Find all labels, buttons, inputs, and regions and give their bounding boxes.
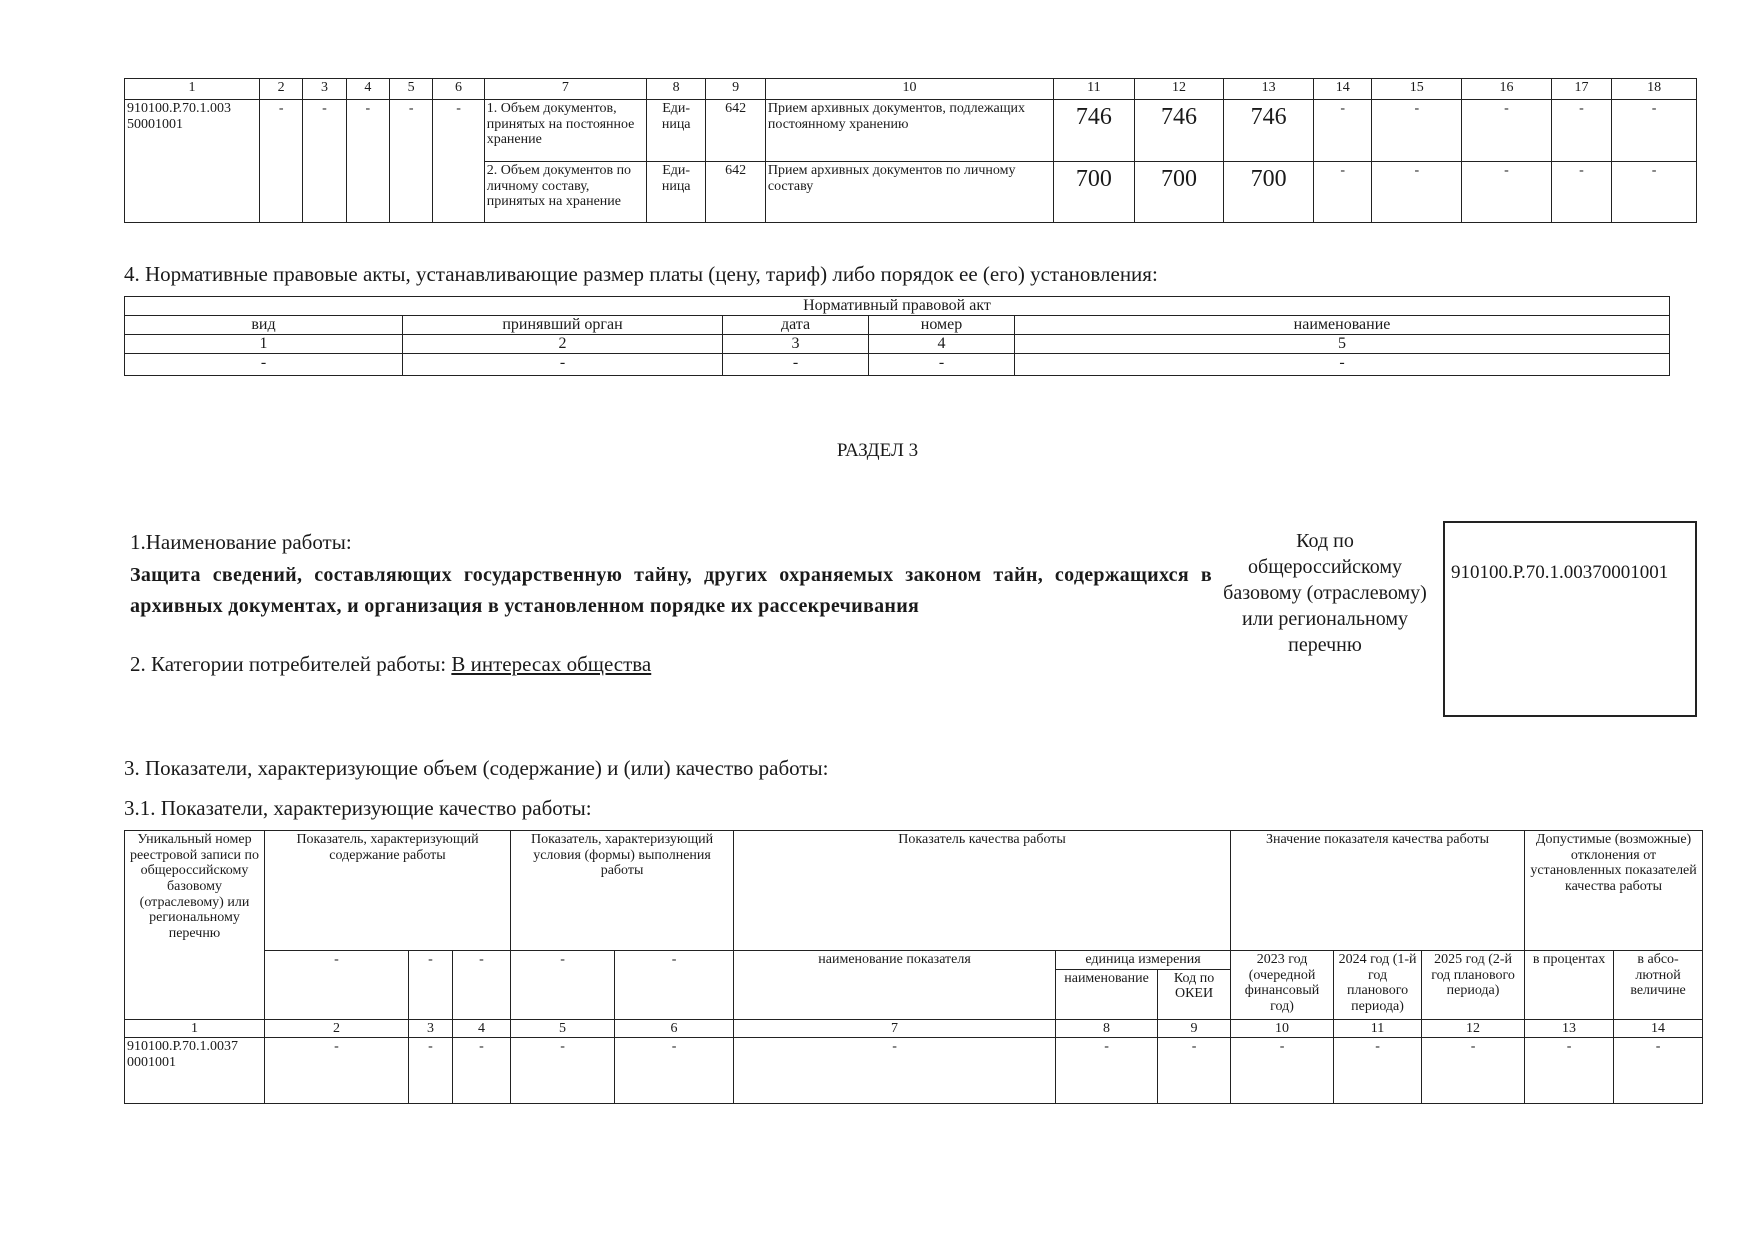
- header-registry: Уникальный номер реестровой записи по общероссийскому базовому (отраслевому) или региональному перечню: [125, 831, 265, 1020]
- dash-cell: -: [615, 1038, 734, 1104]
- dash-cell: -: [734, 1038, 1056, 1104]
- registry-number-cell: 910100.Р.70.1.003 50001001: [125, 100, 260, 223]
- col-number: 9: [706, 79, 765, 100]
- dash-cell: -: [1334, 1038, 1422, 1104]
- dash-cell: -: [453, 1038, 511, 1104]
- col-number: 1: [125, 335, 403, 354]
- table-row: [125, 1038, 1703, 1104]
- col-number: 4: [346, 79, 389, 100]
- value-cell: 746: [1134, 100, 1224, 162]
- legal-acts-table: [124, 296, 1670, 376]
- header-conditions: Показатель, характеризующий условия (формы) выполнения работы: [511, 831, 734, 951]
- col-header: дата: [723, 316, 869, 335]
- col-number: 2: [260, 79, 303, 100]
- code-box: 910100.Р.70.1.00370001001: [1443, 521, 1697, 717]
- col-header: наименование: [1015, 316, 1670, 335]
- col-number: 8: [646, 79, 705, 100]
- col-number: 2: [403, 335, 723, 354]
- col-number: 14: [1614, 1019, 1703, 1038]
- okei-cell: 642: [706, 162, 765, 223]
- col-number: 11: [1054, 79, 1135, 100]
- table-row: [125, 100, 1697, 162]
- section-heading: РАЗДЕЛ 3: [836, 440, 919, 461]
- col-header: номер: [869, 316, 1015, 335]
- col-number: 7: [484, 79, 646, 100]
- dash-cell: -: [260, 100, 303, 223]
- header-content: Показатель, характеризующий содержание работы: [265, 831, 511, 951]
- col-number: 16: [1462, 79, 1552, 100]
- header-year-2025: 2025 год (2-й год планового периода): [1422, 951, 1525, 1020]
- header-values: Значение показателя качества работы: [1231, 831, 1525, 951]
- header-unit-name: наименование: [1056, 969, 1158, 1019]
- col-number: 1: [125, 1019, 265, 1038]
- col-number: 15: [1372, 79, 1462, 100]
- header-unit: единица измерения: [1056, 951, 1231, 970]
- consumer-category-label: 2. Категории потребителей работы:: [130, 652, 447, 676]
- unit-cell: Еди-ница: [646, 162, 705, 223]
- table-row: [125, 354, 1670, 376]
- col-number: 2: [265, 1019, 409, 1038]
- value-cell: 746: [1054, 100, 1135, 162]
- header-year-2024: 2024 год (1-й год планового периода): [1334, 951, 1422, 1020]
- col-number: 4: [453, 1019, 511, 1038]
- consumer-category-value: В интересах общества: [451, 652, 652, 676]
- value-cell: 746: [1224, 100, 1314, 162]
- header-okei: Код по ОКЕИ: [1158, 969, 1231, 1019]
- dash-cell: -: [390, 100, 433, 223]
- col-number: 1: [125, 79, 260, 100]
- col-number: 13: [1525, 1019, 1614, 1038]
- table-header-row: [125, 831, 1703, 951]
- consumer-category: [130, 652, 651, 677]
- subheader-dash: -: [265, 951, 409, 1020]
- indicator-name-cell: 2. Объем документов по личному составу, принятых на хранение: [484, 162, 646, 223]
- subheader-dash: -: [511, 951, 615, 1020]
- table-subheader-row: [125, 951, 1703, 970]
- table-header-row: [125, 316, 1670, 335]
- value-cell: 700: [1134, 162, 1224, 223]
- header-absolute: в абсо-лютной величине: [1614, 951, 1703, 1020]
- col-number: 12: [1422, 1019, 1525, 1038]
- code-label: Код по общероссийскому базовому (отраслевому) или региональному перечню: [1223, 530, 1427, 656]
- subheader-dash: -: [453, 951, 511, 1020]
- description-cell: Прием архивных документов, подлежащих постоянному хранению: [765, 100, 1053, 162]
- header-deviations: Допустимые (возможные) отклонения от установленных показателей качества работы: [1525, 831, 1703, 951]
- registry-number-cell: 910100.Р.70.1.0037 0001001: [125, 1038, 265, 1104]
- dash-cell: -: [1015, 354, 1670, 376]
- subheader-dash: -: [409, 951, 453, 1020]
- col-number: 3: [303, 79, 346, 100]
- table-title: Нормативный правовой акт: [125, 297, 1670, 316]
- value-cell: 700: [1224, 162, 1314, 223]
- table-title-row: [125, 297, 1670, 316]
- quality-indicators-table: [124, 830, 1703, 1104]
- dash-cell: -: [1612, 162, 1697, 223]
- dash-cell: -: [303, 100, 346, 223]
- col-number: 5: [1015, 335, 1670, 354]
- unit-cell: Еди-ница: [646, 100, 705, 162]
- dash-cell: -: [1551, 162, 1611, 223]
- volume-indicators-table: [124, 78, 1697, 223]
- dash-cell: -: [125, 354, 403, 376]
- dash-cell: -: [1525, 1038, 1614, 1104]
- col-number: 5: [511, 1019, 615, 1038]
- dash-cell: -: [433, 100, 484, 223]
- dash-cell: -: [1314, 162, 1372, 223]
- header-percent: в процентах: [1525, 951, 1614, 1020]
- col-number: 6: [615, 1019, 734, 1038]
- col-number: 17: [1551, 79, 1611, 100]
- table-header-row: [125, 79, 1697, 100]
- col-number: 3: [409, 1019, 453, 1038]
- col-number: 3: [723, 335, 869, 354]
- table-numbers-row: [125, 335, 1670, 354]
- okei-cell: 642: [706, 100, 765, 162]
- dash-cell: -: [1614, 1038, 1703, 1104]
- col-header: вид: [125, 316, 403, 335]
- dash-cell: -: [1462, 162, 1552, 223]
- col-number: 5: [390, 79, 433, 100]
- dash-cell: -: [265, 1038, 409, 1104]
- work-name-label: 1.Наименование работы:: [130, 530, 352, 554]
- dash-cell: -: [1372, 100, 1462, 162]
- dash-cell: -: [511, 1038, 615, 1104]
- col-number: 7: [734, 1019, 1056, 1038]
- col-number: 12: [1134, 79, 1224, 100]
- dash-cell: -: [409, 1038, 453, 1104]
- col-number: 13: [1224, 79, 1314, 100]
- col-number: 18: [1612, 79, 1697, 100]
- table-numbers-row: [125, 1019, 1703, 1038]
- col-header: принявший орган: [403, 316, 723, 335]
- dash-cell: -: [1372, 162, 1462, 223]
- indicator-name-cell: 1. Объем документов, принятых на постоянное хранение: [484, 100, 646, 162]
- dash-cell: -: [346, 100, 389, 223]
- header-year-2023: 2023 год (очередной финансовый год): [1231, 951, 1334, 1020]
- value-cell: 700: [1054, 162, 1135, 223]
- col-number: 14: [1314, 79, 1372, 100]
- subheader-dash: -: [615, 951, 734, 1020]
- header-quality: Показатель качества работы: [734, 831, 1231, 951]
- dash-cell: -: [1314, 100, 1372, 162]
- col-number: 11: [1334, 1019, 1422, 1038]
- col-number: 8: [1056, 1019, 1158, 1038]
- dash-cell: -: [1462, 100, 1552, 162]
- dash-cell: -: [403, 354, 723, 376]
- work-title: Защита сведений, составляющих государственную тайну, других охраняемых законом тайн, содержащихся в архивных документах, и организация в установленном порядке их рассекречивания: [130, 564, 1212, 617]
- dash-cell: -: [1551, 100, 1611, 162]
- section4-title: 4. Нормативные правовые акты, устанавливающие размер платы (цену, тариф) либо порядок ее (его) установления:: [124, 262, 1158, 286]
- col-number: 4: [869, 335, 1015, 354]
- header-indicator-name: наименование показателя: [734, 951, 1056, 1020]
- dash-cell: -: [1422, 1038, 1525, 1104]
- description-cell: Прием архивных документов по личному составу: [765, 162, 1053, 223]
- col-number: 9: [1158, 1019, 1231, 1038]
- col-number: 6: [433, 79, 484, 100]
- section3-indicators-title: 3. Показатели, характеризующие объем (содержание) и (или) качество работы:: [124, 756, 829, 780]
- section3-quality-title: 3.1. Показатели, характеризующие качество работы:: [124, 796, 592, 820]
- col-number: 10: [765, 79, 1053, 100]
- dash-cell: -: [869, 354, 1015, 376]
- col-number: 10: [1231, 1019, 1334, 1038]
- dash-cell: -: [723, 354, 869, 376]
- dash-cell: -: [1158, 1038, 1231, 1104]
- dash-cell: -: [1231, 1038, 1334, 1104]
- dash-cell: -: [1056, 1038, 1158, 1104]
- dash-cell: -: [1612, 100, 1697, 162]
